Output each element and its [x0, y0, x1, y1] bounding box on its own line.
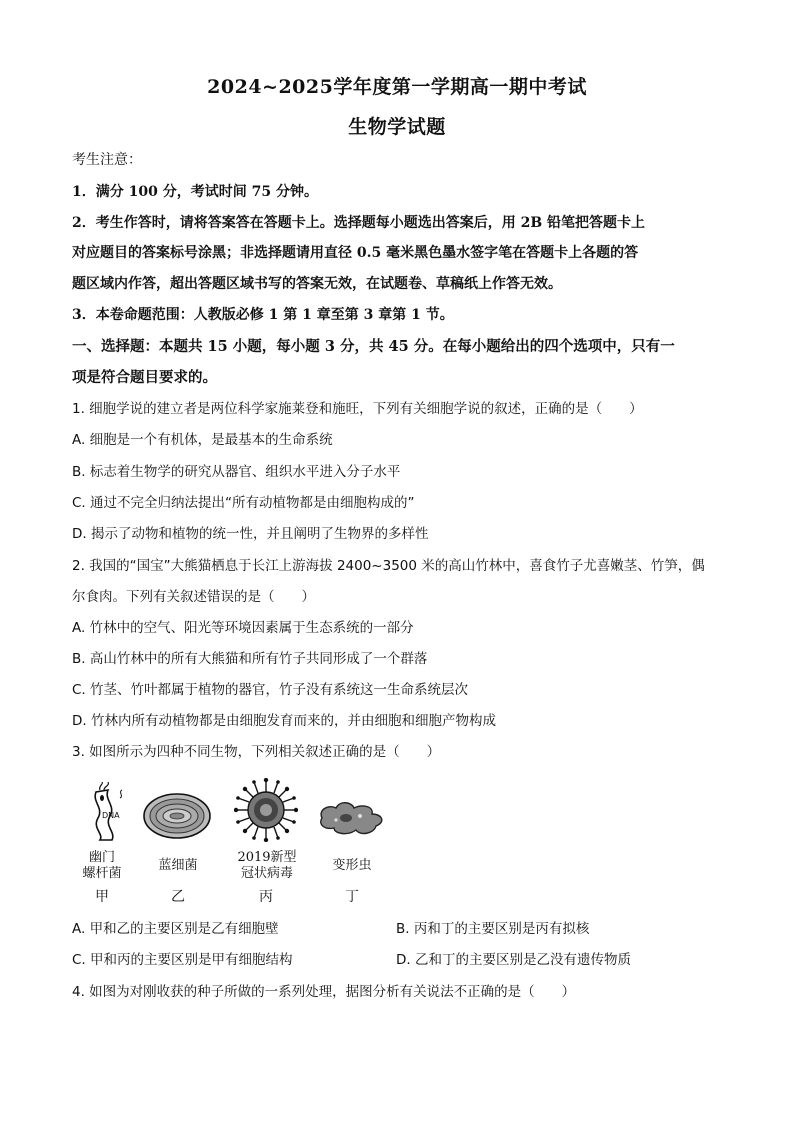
- notice-item-2-line-2: 对应题目的答案标号涂黑；非选择题请用直径 0.5 毫米黑色墨水签字笔在答题卡上各题的答: [72, 245, 639, 261]
- notice-item-1: 1．满分 100 分，考试时间 75 分钟。: [72, 184, 318, 200]
- notice-item-3: 3．本卷命题范围：人教版必修 1 第 1 章至第 3 章第 1 节。: [72, 307, 454, 323]
- organism-id-yi: 乙: [171, 889, 185, 905]
- notice-item-2-line-1: 2．考生作答时，请将答案答在答题卡上。选择题每小题选出答案后，用 2B 铅笔把答题卡上: [72, 215, 646, 231]
- q2-stem-line-2: 尔食肉。下列有关叙述错误的是（ ）: [72, 589, 315, 605]
- exam-title: 2024~2025学年度第一学期高一期中考试: [207, 76, 587, 98]
- q2-option-c: C. 竹茎、竹叶都属于植物的器官，竹子没有系统这一生命系统层次: [72, 682, 469, 698]
- organism-name-line-1: 2019新型: [237, 850, 297, 865]
- organism-id-jia: 甲: [95, 889, 109, 905]
- organism-id-ding: 丁: [345, 889, 359, 905]
- exam-subtitle: 生物学试题: [348, 116, 446, 138]
- organism-name-line-1: 变形虫: [332, 858, 372, 873]
- q3-option-d: D. 乙和丁的主要区别是乙没有遗传物质: [396, 952, 631, 968]
- organism-label-ding: [320, 858, 384, 874]
- helicobacter-illustration: [82, 782, 130, 844]
- q1-option-c: C. 通过不完全归纳法提出“所有动植物都是由细胞构成的”: [72, 495, 415, 511]
- cyanobacterium-illustration: [142, 792, 212, 840]
- amoeba-illustration: [316, 798, 388, 838]
- organism-id-bing: 丙: [259, 889, 273, 905]
- organism-name-line-2: 冠状病毒: [240, 866, 293, 881]
- organism-label-yi: [146, 858, 210, 874]
- organism-name-line-1: 蓝细菌: [158, 858, 198, 873]
- q3-option-c: C. 甲和丙的主要区别是甲有细胞结构: [72, 952, 293, 968]
- q2-option-b: B. 高山竹林中的所有大熊猫和所有竹子共同形成了一个群落: [72, 651, 428, 667]
- q1-option-a: A. 细胞是一个有机体，是最基本的生命系统: [72, 432, 333, 448]
- section-heading-line-1: 一、选择题：本题共 15 小题，每小题 3 分，共 45 分。在每小题给出的四个选项中，只有一: [72, 338, 675, 355]
- q1-option-b: B. 标志着生物学的研究从器官、组织水平进入分子水平: [72, 464, 401, 480]
- q2-option-a: A. 竹林中的空气、阳光等环境因素属于生态系统的一部分: [72, 620, 414, 636]
- organism-name-line-1: 幽门: [88, 850, 115, 865]
- coronavirus-illustration: [234, 778, 298, 842]
- organism-label-bing: [232, 850, 302, 882]
- q3-stem: 3. 如图所示为四种不同生物，下列相关叙述正确的是（ ）: [72, 744, 441, 760]
- q2-option-d: D. 竹林内所有动植物都是由细胞发育而来的，并由细胞和细胞产物构成: [72, 713, 496, 729]
- notice-heading: 考生注意：: [72, 152, 142, 168]
- svg-text:DNA: DNA: [102, 811, 120, 820]
- q2-stem-line-1: 2. 我国的“国宝”大熊猫栖息于长江上游海拔 2400~3500 米的高山竹林中，喜食竹子尤喜嫩茎、竹笋，偶: [72, 558, 705, 574]
- section-heading-line-2: 项是符合题目要求的。: [72, 369, 217, 386]
- notice-item-2-line-3: 题区域内作答，超出答题区域书写的答案无效，在试题卷、草稿纸上作答无效。: [72, 276, 562, 292]
- q4-stem: 4. 如图为对刚收获的种子所做的一系列处理，据图分析有关说法不正确的是（ ）: [72, 984, 576, 1000]
- q1-stem: 1. 细胞学说的建立者是两位科学家施莱登和施旺，下列有关细胞学说的叙述，正确的是（ ）: [72, 401, 643, 417]
- q3-option-b: B. 丙和丁的主要区别是丙有拟核: [396, 921, 590, 937]
- organism-name-line-2: 螺杆菌: [82, 866, 122, 881]
- q3-option-a: A. 甲和乙的主要区别是乙有细胞壁: [72, 921, 279, 937]
- organism-label-jia: [72, 850, 132, 882]
- q1-option-d: D. 揭示了动物和植物的统一性，并且阐明了生物界的多样性: [72, 526, 429, 542]
